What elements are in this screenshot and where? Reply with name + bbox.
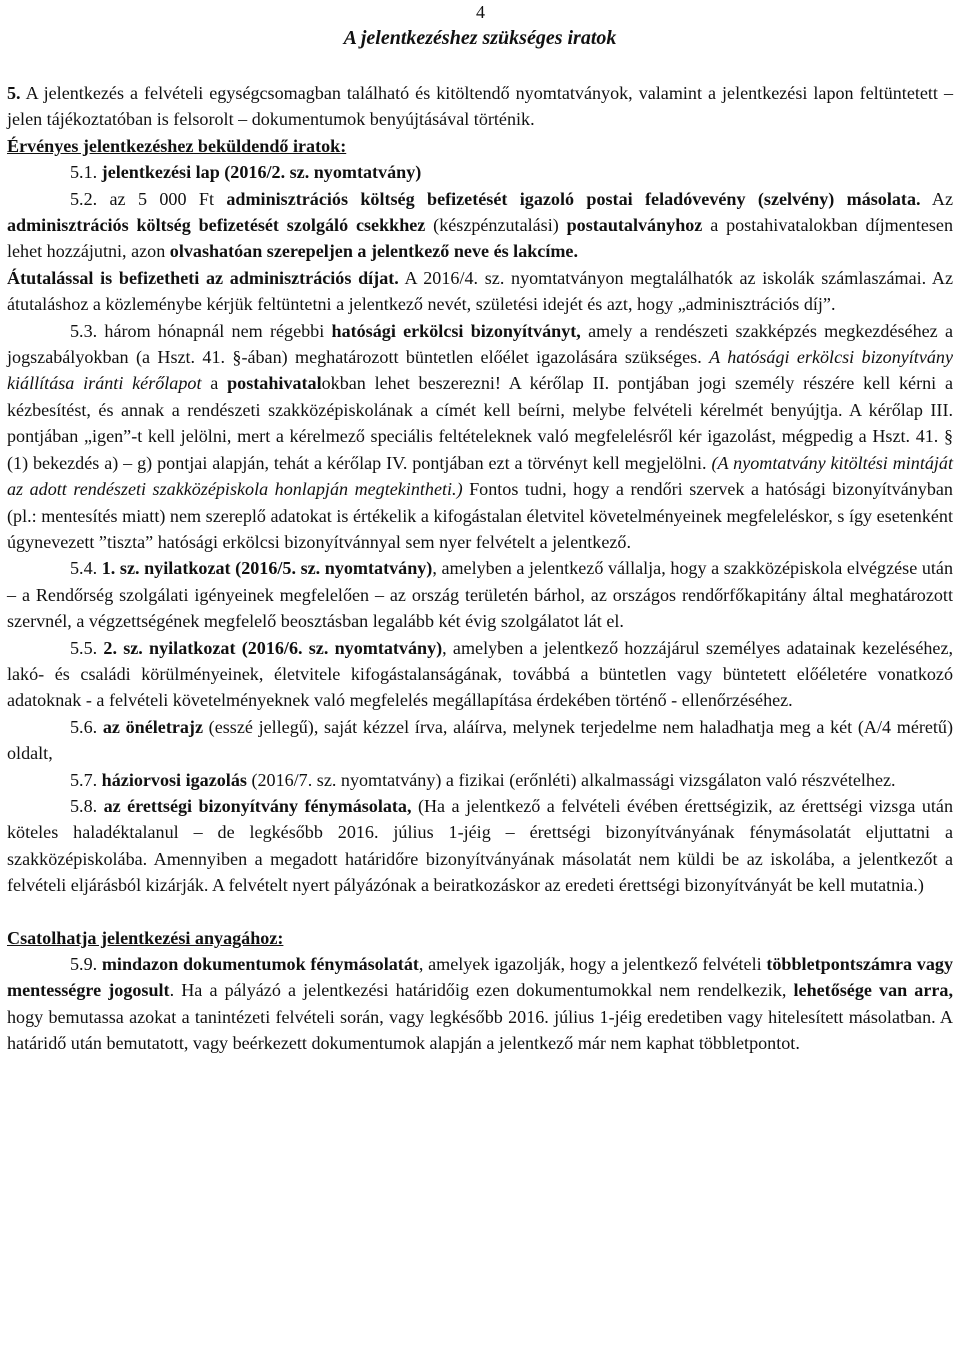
item-5-5-text-a: 2. sz. nyilatkozat (2016/6. sz. nyomtatvány): [103, 637, 443, 658]
item-5-6-number: 5.6.: [70, 716, 103, 737]
transfer-paragraph: [7, 265, 953, 318]
section-spacer: [7, 899, 953, 925]
item-5-2-text-a: 5.2. az 5 000 Ft: [70, 188, 227, 209]
section-number: 5.: [7, 83, 21, 103]
item-5-9: [7, 951, 953, 1057]
attach-heading-text: Csatolhatja jelentkezési anyagához:: [7, 927, 284, 948]
item-5-1: [7, 159, 953, 185]
page-number: 4: [476, 2, 485, 22]
item-5-3-text-i: Fontos tudni, hogy a rendőri szervek a hatósági bizonyítványban (pl.: mentesítés miatt) nem szereplő adatokat is értékelik a kifogástalan életvitel követelményeinek megfeleléskor, s így esetenként úgynevezett ”tiszta” hatósági erkölcsi bizonyítvánnyal sem nyer felvételt a jelentkező.: [7, 479, 953, 552]
item-5-4-text-a: 1. sz. nyilatkozat (2016/5. sz. nyomtatvány): [101, 558, 433, 579]
item-5-2-text-c: Az: [920, 188, 954, 209]
item-5-2-text-g: a postahivatalokban díjmentesen lehet hozzájutni, azon: [7, 215, 953, 262]
item-5-6: [7, 714, 953, 767]
item-5-2: [7, 186, 953, 265]
section-5-paragraph: [7, 80, 953, 133]
valid-documents-heading-text: Érvényes jelentkezéshez beküldendő iratok:: [7, 135, 347, 156]
item-5-9-text-b: , amelyek igazolják, hogy a jelentkező felvételi: [418, 954, 767, 974]
item-5-3-text-c: amely a rendészeti szakképzés megkezdéséhez a jogszabályokban (a Hszt. 41. §-ában) meghatározott büntetlen előélet igazolására szükséges.: [7, 320, 953, 368]
item-5-7-text-b: (2016/7. sz. nyomtatvány) a fizikai (erőnléti) alkalmassági vizsgálaton való részvételhez.: [246, 769, 896, 790]
item-5-9-number: 5.9.: [70, 954, 102, 974]
item-5-5-number: 5.5.: [70, 637, 104, 658]
item-5-3-text-g: okban lehet beszerezni! A kérőlap II. pontjában jogi személy részére kell kérni a kézbesítést, és annak a rendészeti szakközépiskolának a címét kell beírni, melybe felvételi kérelmét benyújtja. A kérőlap III. pontjában „igen”-t kell jelölni, mert a kérelmező speciális feltételeknek való megfelelésről kér igazolást, mégpedig a Hszt. 41. § (1) bekezdés a) – g) pontjai alapján, tehát a kérőlap IV. pontjában ezt a törvényt kell megjelölni.: [7, 373, 954, 473]
item-5-8-text-b: (Ha a jelentkező a felvételi évében érettségizik, az érettségi vizsga után köteles haladéktalanul – de legkésőbb 2016. július 1-jéig – érettségi bizonyítványának fénymásolatát eljuttatni a szakközépiskolába. Amennyiben a megadott határidőre bizonyítványának másolatát nem küldi be az iskolába, a jelentkezőt a felvételi eljárásból kizárják. A felvételt nyert pályázónak a beiratkozáskor az eredeti érettségi bizonyítványát be kell mutatnia.): [7, 795, 953, 896]
item-5-8-number: 5.8.: [70, 795, 104, 816]
attach-heading: [7, 925, 953, 951]
item-5-6-text-b: (esszé jellegű), saját kézzel írva, aláírva, melynek terjedelme nem haladhatja meg a két (A/4 méretű) oldalt,: [7, 716, 954, 764]
item-5-9-text-a: mindazon dokumentumok fénymásolatát: [101, 954, 419, 974]
document-body: [7, 80, 953, 1057]
item-5-9-text-e: lehetősége van arra,: [793, 980, 953, 1001]
item-5-2-text-h: olvashatóan szerepeljen a jelentkező neve és lakcíme.: [169, 241, 578, 262]
transfer-text-a: Átutalással is befizetheti az adminisztrációs díjat.: [7, 267, 399, 288]
item-5-3-text-d: A hatósági erkölcsi bizonyítvány kiállítása iránti kérőlapot: [7, 347, 953, 394]
item-5-8: [7, 793, 953, 899]
item-5-8-text-a: az érettségi bizonyítvány fénymásolata,: [103, 795, 412, 816]
item-5-3-text-a: 5.3. három hónapnál nem régebbi: [70, 320, 332, 341]
item-5-4: [7, 555, 953, 634]
item-5-3-text-f: postahivatal: [227, 373, 322, 394]
item-5-2-text-b: adminisztrációs költség befizetését igazoló postai feladóvevény (szelvény) másolata.: [226, 188, 921, 209]
item-5-4-text-b: , amelyben a jelentkező vállalja, hogy a szakközépiskola elvégzése után – a Rendőrség szolgálati igényeinek megfelelően – az ország területén bárhol, az országos rendőrfőkapitány által meghatározott szervnél, a végzettségének megfelelő beosztásban legalább két évig szolgálatot lát el.: [7, 558, 953, 632]
item-5-7-number: 5.7.: [70, 769, 102, 790]
item-5-2-text-d: adminisztrációs költség befizetését szolgáló csekkhez: [7, 215, 426, 236]
item-5-7: [7, 767, 953, 793]
item-5-5-text-b: , amelyben a jelentkező hozzájárul személyes adatainak kezeléséhez, lakó- és családi körülményeinek, életvitele kifogástalanságának, továbbá a büntetlen vagy büntetett előéletére vonatkozó adatoknak - a felvételi követelményeknek való megfelelés megállapítása érdekében történő - ellenőrzéséhez.: [7, 637, 953, 711]
item-5-3-text-b: hatósági erkölcsi bizonyítványt,: [331, 320, 581, 341]
transfer-text-b: A 2016/4. sz. nyomtatványon megtalálhatók az iskolák számlaszámai. Az átutaláshoz a közleménybe kérjük feltüntetni a jelentkező nevét, születési idejét és azt, hogy „adminisztrációs díj”.: [7, 267, 953, 315]
item-5-3-text-h: (A nyomtatvány kitöltési mintáját az adott rendészeti szakközépiskola honlapján megtekintheti.): [7, 452, 954, 500]
item-5-7-text-a: háziorvosi igazolás: [101, 769, 247, 790]
item-5-6-text-a: az önéletrajz: [102, 716, 203, 737]
item-5-9-text-d: . Ha a pályázó a jelentkezési határidőig ezen dokumentumokkal nem rendelkezik,: [169, 980, 794, 1001]
item-5-2-text-f: postautalványhoz: [566, 215, 703, 236]
item-5-1-text: jelentkezési lap (2016/2. sz. nyomtatvány): [101, 162, 422, 183]
item-5-3-text-e: a: [201, 373, 228, 394]
item-5-9-text-c: többletpontszámra vagy mentességre jogosult: [7, 954, 953, 1001]
item-5-4-number: 5.4.: [70, 558, 102, 579]
item-5-5: [7, 635, 953, 714]
item-5-1-number: 5.1.: [70, 162, 102, 183]
item-5-3: [7, 318, 953, 556]
item-5-2-text-e: (készpénzutalási): [425, 215, 567, 236]
document-title: A jelentkezéshez szükséges iratok: [343, 27, 617, 49]
valid-documents-heading: [7, 133, 953, 159]
item-5-9-text-f: hogy bemutassa azokat a tanintézeti felvételi során, vagy legkésőbb 2016. július 1-jéig eredetiben vagy hitelesített másolatban. A határidő után bemutatott, vagy beérkezett dokumentumok alapján a jelentkező már nem kaphat többletpontot.: [7, 1006, 953, 1054]
section-5-text: A jelentkezés a felvételi egységcsomagban található és kitöltendő nyomtatványok, valamint a jelentkezési lapon feltüntetett – jelen tájékoztatóban is felsorolt – dokumentumok benyújtásával történik.: [7, 83, 953, 130]
